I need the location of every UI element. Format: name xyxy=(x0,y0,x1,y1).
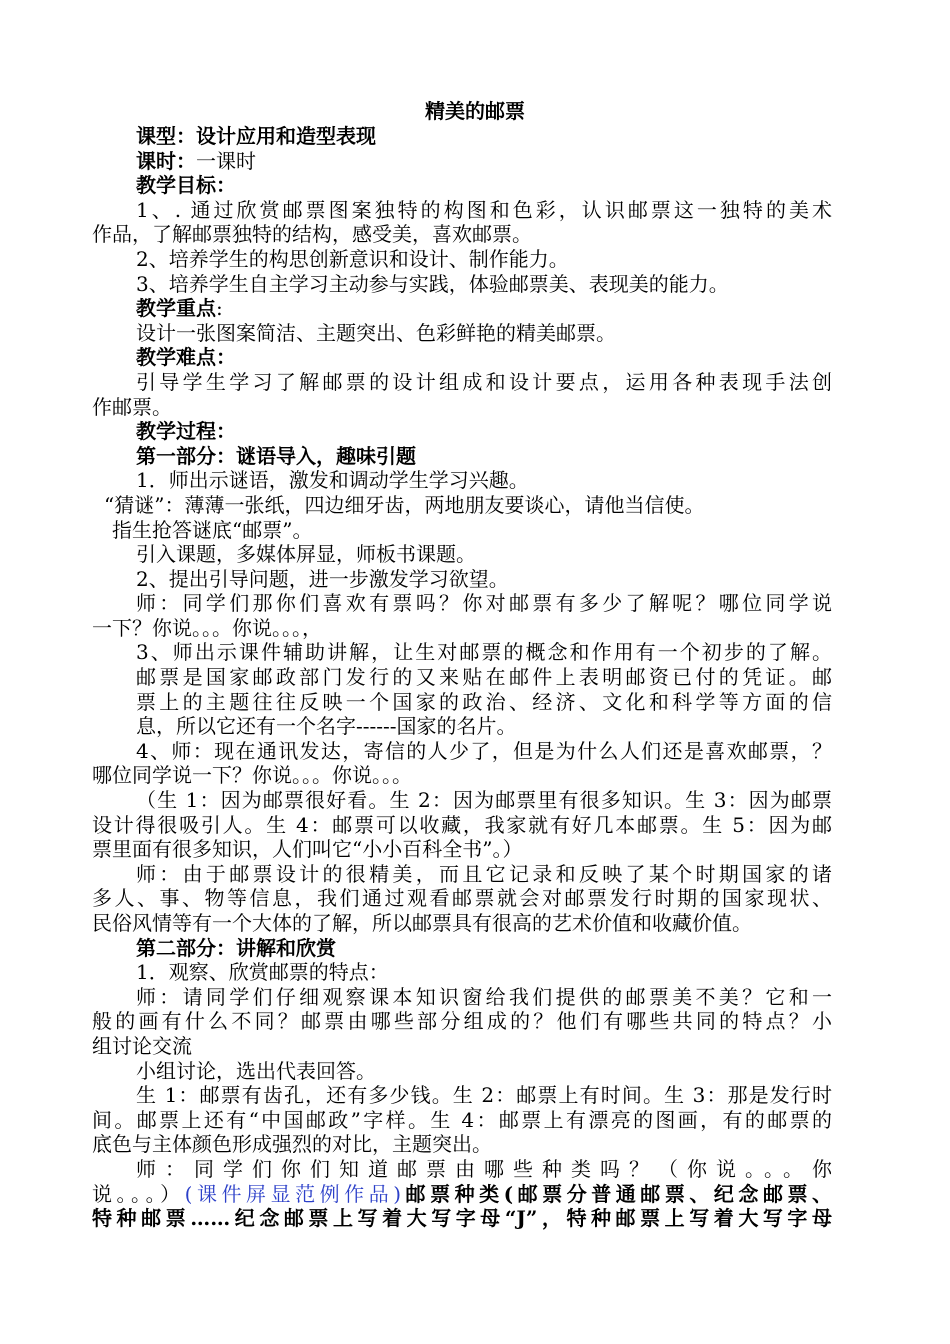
key-point-colon: : xyxy=(216,296,223,321)
part1-students-line-3: 票里面有很多知识，人们叫它“小小百科全书”。） xyxy=(92,837,523,862)
part1-definition-line-3: 息，所以它还有一个名字------国家的名片。 xyxy=(136,714,517,739)
difficulty-line-1: 引导学生学习了解邮票的设计组成和设计要点，运用各种表现手法创 xyxy=(136,369,832,394)
goal-2: 2、培养学生的构思创新意识和设计、制作能力。 xyxy=(136,246,569,271)
difficulty-heading: 教学难点： xyxy=(136,345,236,370)
courseware-example-note: (课件屏显范例作品) xyxy=(184,1181,402,1206)
part1-students-line-2: 设计得很吸引人。生 4：邮票可以收藏，我家就有好几本邮票。生 5：因为邮 xyxy=(92,812,832,837)
part1-summary-line-3: 民俗风情等有一个大体的了解，所以邮票具有很高的艺术价值和收藏价值。 xyxy=(92,911,752,935)
class-hours xyxy=(92,149,832,174)
part2-teacher-line-2: 般的画有什么不同？邮票由哪些部分组成的？他们有哪些共同的特点？小 xyxy=(92,1009,832,1034)
process-heading: 教学过程： xyxy=(136,419,236,444)
goal-3: 3、培养学生自主学习主动参与实践，体验邮票美、表现美的能力。 xyxy=(136,271,729,296)
part1-students-line-1: （生 1：因为邮票很好看。生 2：因为邮票里有很多知识。生 3：因为邮票 xyxy=(136,788,832,813)
part1-step-4-line-1: 4、师：现在通讯发达，寄信的人少了，但是为什么人们还是喜欢邮票，？ xyxy=(136,738,832,763)
part1-step-3: 3、师出示课件辅助讲解，让生对邮票的概念和作用有一个初步的了解。 xyxy=(136,640,832,665)
part1-teacher-line-1: 师：同学们那你们喜欢有票吗？你对邮票有多少了解呢？哪位同学说 xyxy=(136,591,832,616)
part1-step-4-line-2: 哪位同学说一下？你说。。。你说。。。 xyxy=(92,763,412,788)
goal-1-line-1: 1、. 通过欣赏邮票图案独特的构图和色彩，认识邮票这一独特的美术 xyxy=(136,197,832,222)
document-body xyxy=(92,124,832,1231)
part1-riddle: “猜谜”：薄薄一张纸，四边细牙齿，两地朋友要谈心，请他当信使。 xyxy=(104,492,705,517)
key-point-heading-line xyxy=(92,296,832,321)
part1-summary-line-1: 师：由于邮票设计的很精美，而且它记录和反映了某个时期国家的诸 xyxy=(136,861,832,886)
part2-kinds-line-2 xyxy=(92,1182,832,1207)
key-point-heading: 教学重点 xyxy=(136,296,216,321)
part2-teacher-line-3: 组讨论交流 xyxy=(92,1033,192,1058)
part1-teacher-line-2: 一下？你说。。。你说。。。， xyxy=(92,615,322,640)
part2-group-discussion: 小组讨论，选出代表回答。 xyxy=(136,1058,376,1083)
part1-definition-line-2: 票上的主题往往反映一个国家的政治、经济、文化和科学等方面的信 xyxy=(136,689,832,714)
part1-intro: 引入课题，多媒体屏显，师板书课题。 xyxy=(136,542,476,567)
part2-step-1: 1．观察、欣赏邮票的特点： xyxy=(136,960,389,985)
part1-step-1: 1．师出示谜语，激发和调动学生学习兴趣。 xyxy=(136,468,529,493)
course-type: 课型：设计应用和造型表现 xyxy=(136,124,376,148)
key-point: 设计一张图案简洁、主题突出、色彩鲜艳的精美邮票。 xyxy=(136,320,616,345)
part2-students-line-2: 间。邮票上还有“中国邮政”字样。生 4：邮票上有漂亮的图画，有的邮票的 xyxy=(92,1107,832,1132)
class-hours-value: 一课时 xyxy=(196,148,256,173)
part2-students-line-3: 底色与主体颜色形成强烈的对比，主题突出。 xyxy=(92,1132,492,1157)
part1-step-2: 2、提出引导问题，进一步激发学习欲望。 xyxy=(136,566,509,591)
stamp-kinds-bold: 邮票种类(邮票分普通邮票、纪念邮票、 xyxy=(401,1181,833,1206)
class-hours-label: 课时： xyxy=(136,148,196,173)
document-title: 精美的邮票 xyxy=(425,99,525,123)
goal-1-line-2: 作品，了解邮票独特的结构，感受美，喜欢邮票。 xyxy=(92,222,532,247)
part2-teacher-line-1: 师：请同学们仔细观察课本知识窗给我们提供的邮票美不美？它和一 xyxy=(136,984,832,1009)
part1-definition-line-1: 邮票是国家邮政部门发行的又来贴在邮件上表明邮资已付的凭证。邮 xyxy=(136,665,832,690)
part2-kinds-line-3: 特种邮票……纪念邮票上写着大写字母“J”，特种邮票上写着大写字母 xyxy=(92,1206,832,1231)
part1-heading: 第一部分：谜语导入，趣味引题 xyxy=(136,443,416,468)
difficulty-line-2: 作邮票。 xyxy=(92,394,172,419)
part2-students-line-1: 生 1：邮票有齿孔，还有多少钱。生 2：邮票上有时间。生 3：那是发行时 xyxy=(136,1083,832,1108)
part2-kinds-plain: 说。。。） xyxy=(92,1181,185,1206)
part2-heading: 第二部分：讲解和欣赏 xyxy=(136,935,336,960)
part2-kinds-line-1: 师：同学们你们知道邮票由哪些种类吗？（你说。。。你 xyxy=(136,1156,832,1181)
goals-heading: 教学目标： xyxy=(136,173,236,198)
part1-riddle-answer: 指生抢答谜底“邮票”。 xyxy=(112,517,313,542)
part1-summary-line-2: 多人、事、物等信息，我们通过观看邮票就会对邮票发行时期的国家现状、 xyxy=(92,886,832,911)
